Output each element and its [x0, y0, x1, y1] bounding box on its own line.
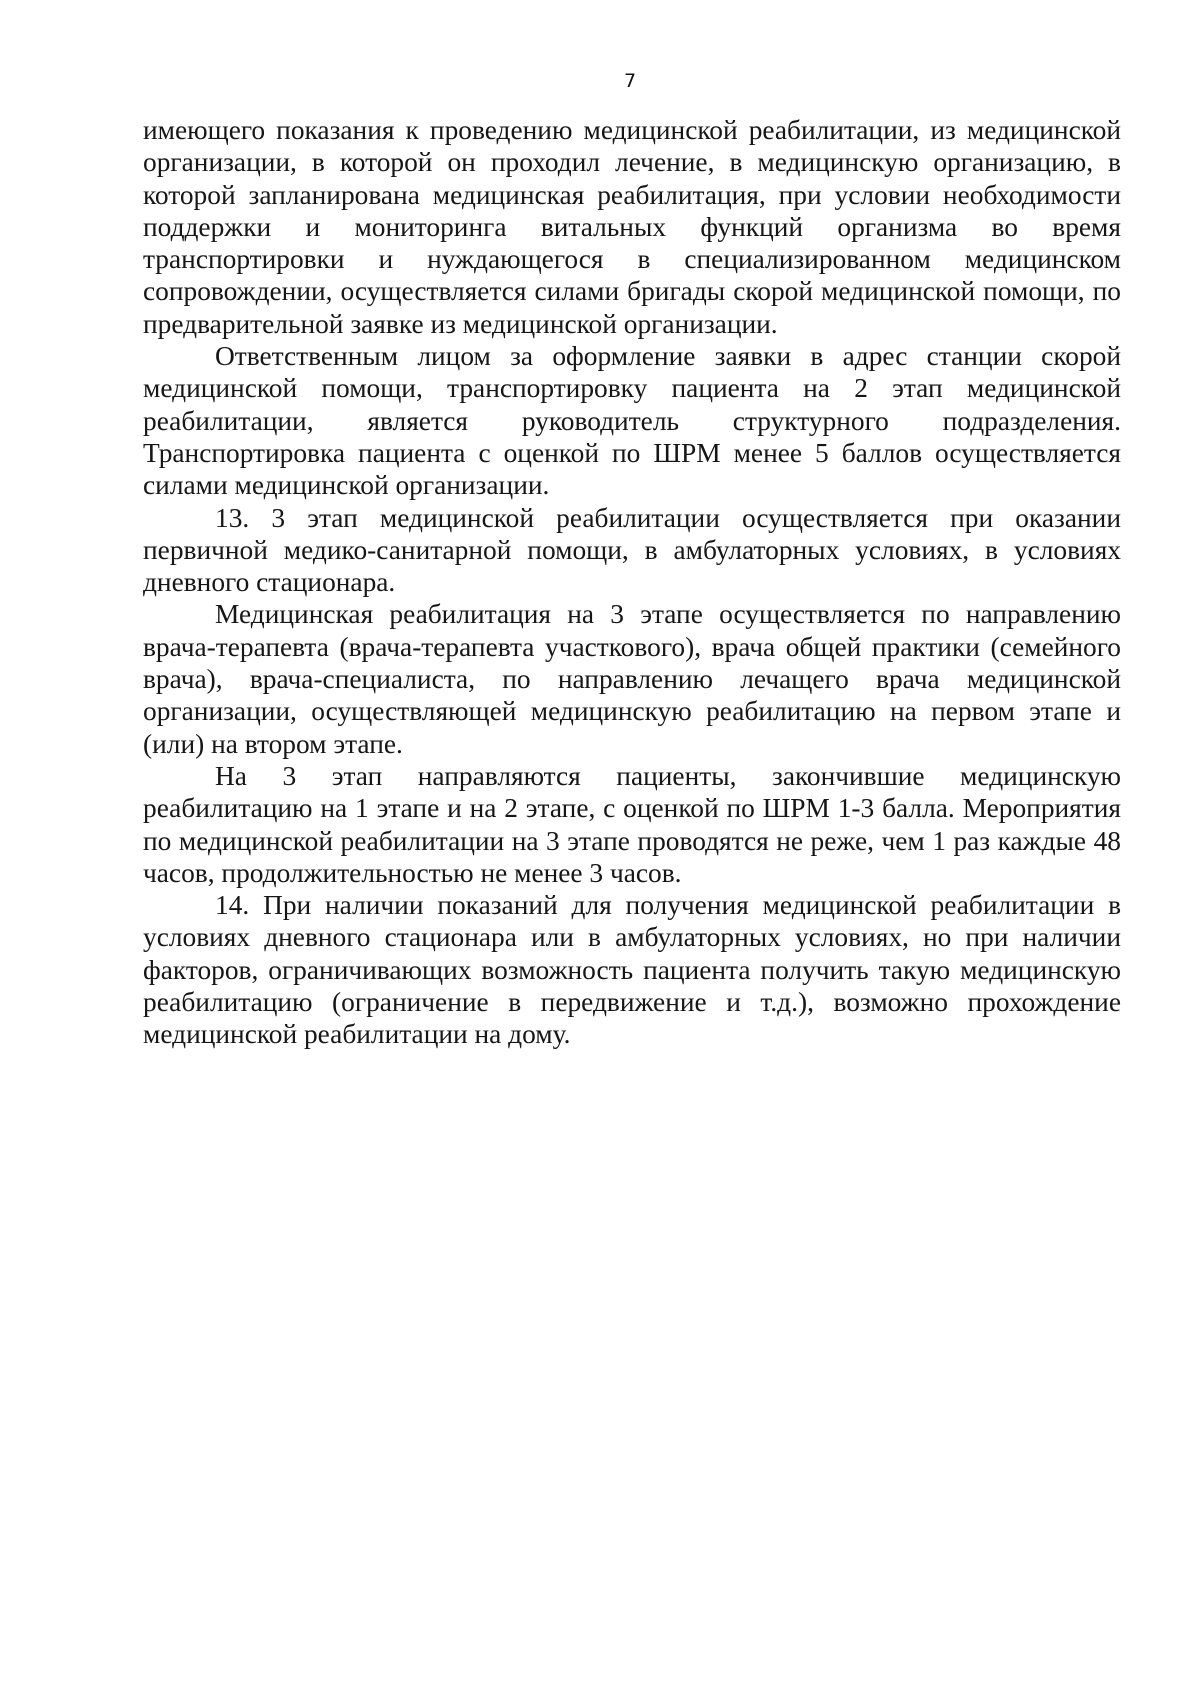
paragraph-item-13: 13. 3 этап медицинской реабилитации осуществляется при оказании первичной медико-санитарной помощи, в амбулаторных условиях, в условиях дневного стационара.: [143, 502, 1121, 598]
paragraph-responsible-person: Ответственным лицом за оформление заявки в адрес станции скорой медицинской помощи, транспортировку пациента на 2 этап медицинской реабилитации, является руководитель структурного подразделения. Транспортировка пациента с оценкой по ШРМ менее 5 баллов осуществляется силами медицинской организации.: [143, 341, 1121, 501]
paragraph-stage-3-patients: На 3 этап направляются пациенты, закончившие медицинскую реабилитацию на 1 этапе и на 2 этапе, с оценкой по ШРМ 1-3 балла. Мероприятия по медицинской реабилитации на 3 этапе проводятся не реже, чем 1 раз каждые 48 часов, продолжительностью не менее 3 часов.: [143, 760, 1121, 888]
paragraph-item-14: 14. При наличии показаний для получения медицинской реабилитации в условиях дневного стационара или в амбулаторных условиях, но при наличии факторов, ограничивающих возможность пациента получить такую медицинскую реабилитацию (ограничение в передвижение и т.д.), возможно прохождение медицинской реабилитации на дому.: [143, 890, 1121, 1050]
paragraph-stage-3-referral: Медицинская реабилитация на 3 этапе осуществляется по направлению врача-терапевта (врача-терапевта участкового), врача общей практики (семейного врача), врача-специалиста, по направлению лечащего врача медицинской организации, осуществляющей медицинскую реабилитацию на первом этапе и (или) на втором этапе.: [143, 599, 1121, 759]
document-body: [143, 114, 1121, 1051]
page-number: 7: [623, 70, 637, 92]
paragraph-continuation: имеющего показания к проведению медицинской реабилитации, из медицинской организации, в которой он проходил лечение, в медицинскую организацию, в которой запланирована медицинская реабилитация, при условии необходимости поддержки и мониторинга витальных функций организма во время транспортировки и нуждающегося в специализированном медицинском сопровождении, осуществляется силами бригады скорой медицинской помощи, по предварительной заявке из медицинской организации.: [143, 115, 1121, 339]
